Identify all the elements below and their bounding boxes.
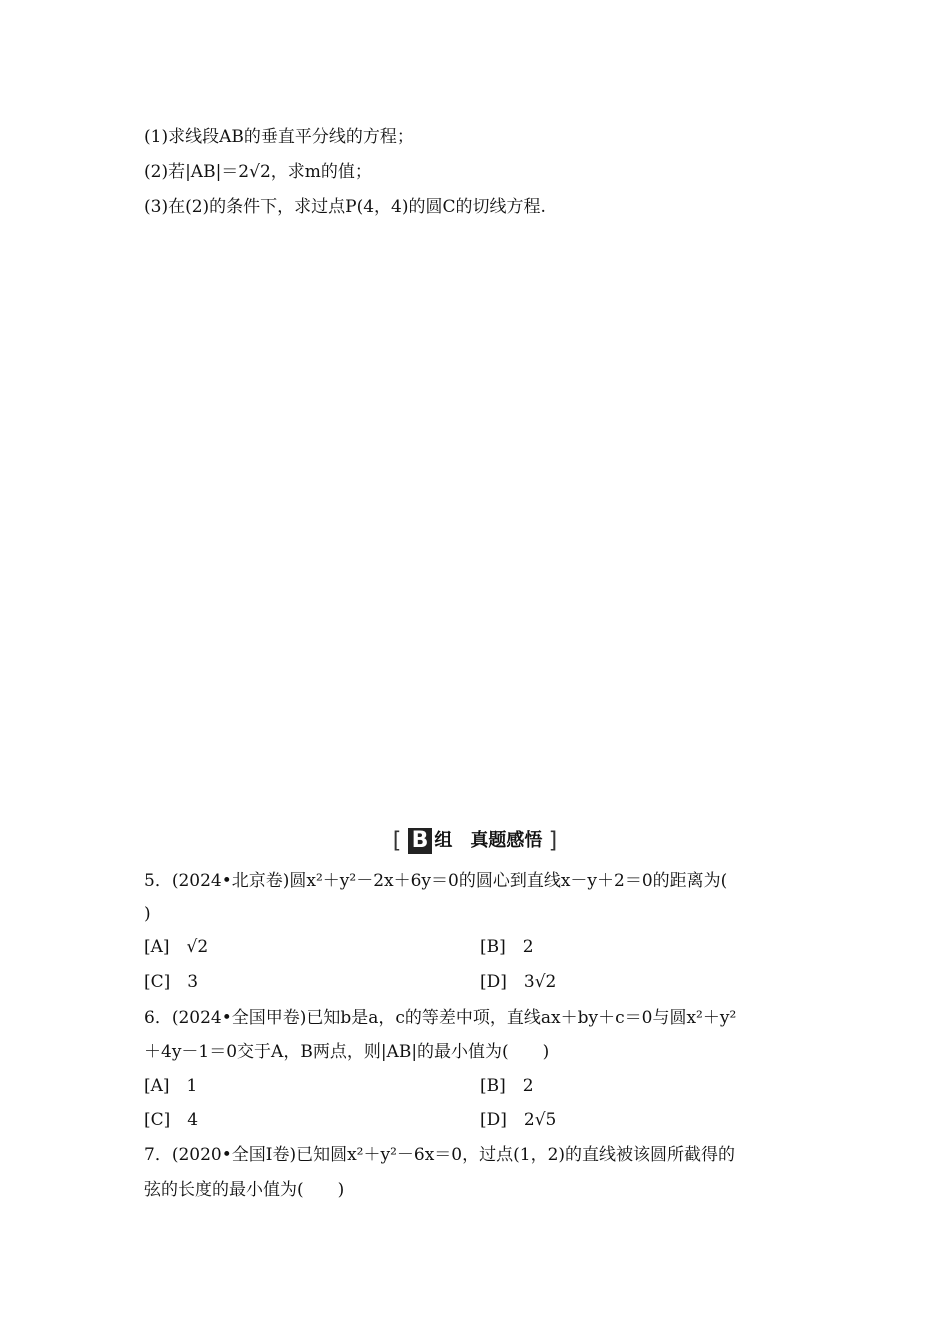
section-open-bracket: [: [392, 828, 402, 854]
q6-stem-line2: ＋4y－1＝0交于A，B两点，则|AB|的最小值为( ): [144, 1042, 550, 1062]
q5-stem-line1: 5．(2024•北京卷)圆x²＋y²－2x＋6y＝0的圆心到直线x－y＋2＝0的距离为(: [144, 871, 728, 891]
q6-option-a: [A] 1: [144, 1076, 198, 1096]
question-3: (3)在(2)的条件下，求过点P(4，4)的圆C的切线方程.: [144, 197, 546, 217]
section-title: 组 真题感悟: [434, 830, 543, 851]
section-letter-badge: B: [408, 828, 433, 854]
question-2: (2)若|AB|＝2√2，求m的值；: [144, 162, 372, 182]
q5-option-a: [A] √2: [144, 937, 209, 957]
section-close-bracket: ]: [548, 828, 558, 854]
q6-option-b: [B] 2: [480, 1076, 534, 1096]
q7-stem-line2: 弦的长度的最小值为( ): [144, 1180, 345, 1200]
q7-stem-line1: 7．(2020•全国Ⅰ卷)已知圆x²＋y²－6x＝0，过点(1，2)的直线被该圆所截得的: [144, 1145, 736, 1165]
q5-stem-line2: ): [144, 904, 151, 924]
question-1: (1)求线段AB的垂直平分线的方程；: [144, 127, 414, 147]
q5-option-b: [B] 2: [480, 937, 534, 957]
q5-option-c: [C] 3: [144, 972, 199, 992]
q6-option-d: [D] 2√5: [480, 1110, 557, 1130]
q6-stem-line1: 6．(2024•全国甲卷)已知b是a，c的等差中项，直线ax＋by＋c＝0与圆x²＋y²: [144, 1008, 737, 1028]
q5-option-d: [D] 3√2: [480, 972, 557, 992]
section-header: [0, 826, 950, 854]
q6-option-c: [C] 4: [144, 1110, 199, 1130]
